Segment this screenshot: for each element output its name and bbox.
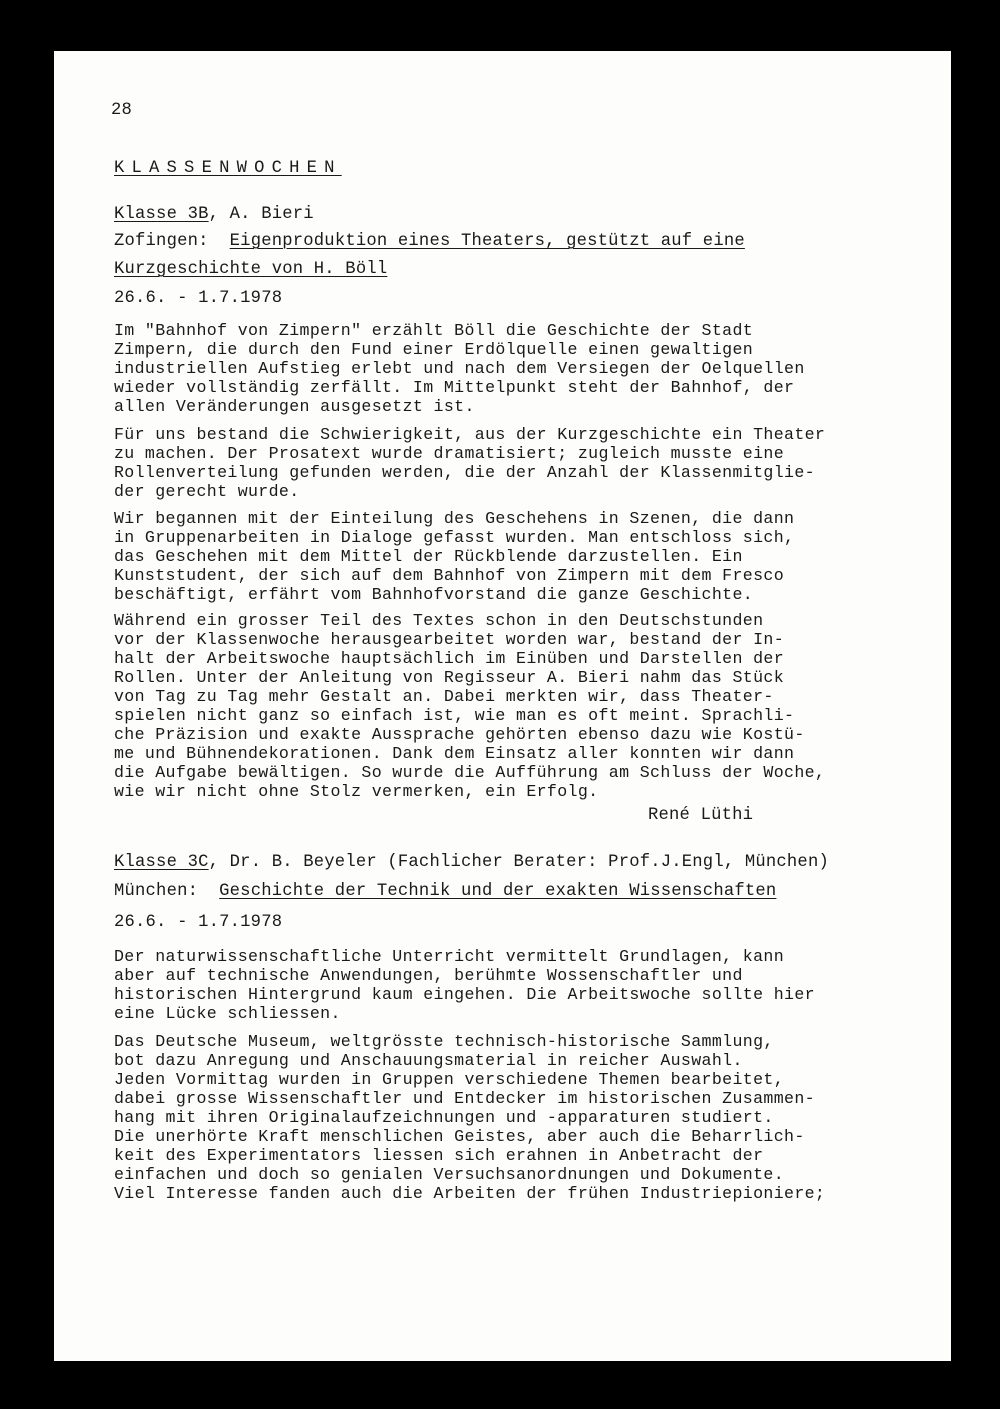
section1-teacher: , A. Bieri [208, 205, 314, 224]
text-line: die Aufgabe bewältigen. So wurde die Aufführung am Schluss der Woche, [114, 763, 826, 782]
text-line: zu machen. Der Prosatext wurde dramatisiert; zugleich musste eine [114, 444, 785, 463]
text-line: spielen nicht ganz so einfach ist, wie man es oft meint. Sprachli- [114, 706, 795, 725]
text-line: bot dazu Anregung und Anschauungsmaterial in reicher Auswahl. [114, 1051, 743, 1070]
section1-topic-line [114, 232, 745, 251]
section2-place: München: [114, 882, 199, 901]
text-line: che Präzision und exakte Aussprache gehörten ebenso dazu wie Kostü- [114, 725, 805, 744]
section1-paragraph-1 [114, 321, 805, 416]
section1-paragraph-4 [114, 611, 825, 801]
section2-paragraph-1 [114, 947, 815, 1023]
text-line: von Tag zu Tag mehr Gestalt an. Dabei merkten wir, dass Theater- [114, 687, 774, 706]
text-line: Rollenverteilung gefunden werden, die der Anzahl der Klassenmitglie- [114, 463, 815, 482]
text-line: historischen Hintergrund kaum eingehen. Die Arbeitswoche sollte hier [114, 985, 815, 1004]
text-line: hang mit ihren Originalaufzeichnungen und -apparaturen studiert. [114, 1108, 774, 1127]
text-line: wie wir nicht ohne Stolz vermerken, ein Erfolg. [114, 782, 599, 801]
text-line: der gerecht wurde. [114, 482, 300, 501]
section1-paragraph-3 [114, 509, 794, 604]
text-line: Im "Bahnhof von Zimpern" erzählt Böll die Geschichte der Stadt [114, 321, 754, 340]
text-line: eine Lücke schliessen. [114, 1004, 341, 1023]
text-line: me und Bühnendekorationen. Dank dem Einsatz aller konnten wir dann [114, 744, 795, 763]
section2-date: 26.6. - 1.7.1978 [114, 913, 283, 932]
section2-title: Geschichte der Technik und der exakten Wissenschaften [219, 882, 777, 901]
text-line: keit des Experimentators liessen sich erahnen in Anbetracht der [114, 1146, 764, 1165]
text-line: Die unerhörte Kraft menschlichen Geistes, aber auch die Beharrlich- [114, 1127, 805, 1146]
section2-paragraph-2 [114, 1032, 825, 1203]
text-line: Für uns bestand die Schwierigkeit, aus der Kurzgeschichte ein Theater [114, 425, 826, 444]
text-line: beschäftigt, erfährt vom Bahnhofvorstand die ganze Geschichte. [114, 585, 754, 604]
page-heading: KLASSENWOCHEN [114, 159, 342, 178]
section2-teacher: , Dr. B. Beyeler (Fachlicher Berater: Prof.J.Engl, München) [208, 853, 829, 872]
section1-title-line1: Eigenproduktion eines Theaters, gestützt auf eine [229, 232, 745, 251]
page-number: 28 [111, 101, 133, 120]
section1-place: Zofingen: [114, 232, 209, 251]
section2-class-line [114, 853, 829, 872]
section1-paragraph-2 [114, 425, 825, 501]
text-line: Kunststudent, der sich auf dem Bahnhof von Zimpern mit dem Fresco [114, 566, 785, 585]
text-line: Rollen. Unter der Anleitung von Regisseur A. Bieri nahm das Stück [114, 668, 785, 687]
section2-topic-line [114, 882, 776, 901]
text-line: allen Veränderungen ausgesetzt ist. [114, 397, 475, 416]
section1-class-label: Klasse 3B [114, 205, 209, 224]
text-line: Während ein grosser Teil des Textes schon in den Deutschstunden [114, 611, 764, 630]
text-line: Das Deutsche Museum, weltgrösste technisch-historische Sammlung, [114, 1032, 774, 1051]
text-line: in Gruppenarbeiten in Dialoge gefasst wurden. Man entschloss sich, [114, 528, 795, 547]
text-line: einfachen und doch so genialen Versuchsanordnungen und Dokumente. [114, 1165, 785, 1184]
text-line: Zimpern, die durch den Fund einer Erdölquelle einen gewaltigen [114, 340, 754, 359]
document-page [54, 51, 951, 1361]
text-line: industriellen Aufstieg erlebt und nach dem Versiegen der Oelquellen [114, 359, 805, 378]
text-line: Viel Interesse fanden auch die Arbeiten der frühen Industriepioniere; [114, 1184, 826, 1203]
section2-class-label: Klasse 3C [114, 853, 209, 872]
text-line: das Geschehen mit dem Mittel der Rückblende darzustellen. Ein [114, 547, 743, 566]
text-line: halt der Arbeitswoche hauptsächlich im Einüben und Darstellen der [114, 649, 785, 668]
section1-title-line2: Kurzgeschichte von H. Böll [114, 260, 388, 279]
section1-class-line [114, 205, 314, 224]
text-line: vor der Klassenwoche herausgearbeitet worden war, bestand der In- [114, 630, 785, 649]
text-line: dabei grosse Wissenschaftler und Entdecker im historischen Zusammen- [114, 1089, 815, 1108]
section1-signature: René Lüthi [648, 806, 754, 825]
text-line: Wir begannen mit der Einteilung des Geschehens in Szenen, die dann [114, 509, 795, 528]
text-line: aber auf technische Anwendungen, berühmte Wossenschaftler und [114, 966, 743, 985]
text-line: Der naturwissenschaftliche Unterricht vermittelt Grundlagen, kann [114, 947, 785, 966]
text-line: wieder vollständig zerfällt. Im Mittelpunkt steht der Bahnhof, der [114, 378, 795, 397]
section1-date: 26.6. - 1.7.1978 [114, 289, 283, 308]
text-line: Jeden Vormittag wurden in Gruppen verschiedene Themen bearbeitet, [114, 1070, 785, 1089]
